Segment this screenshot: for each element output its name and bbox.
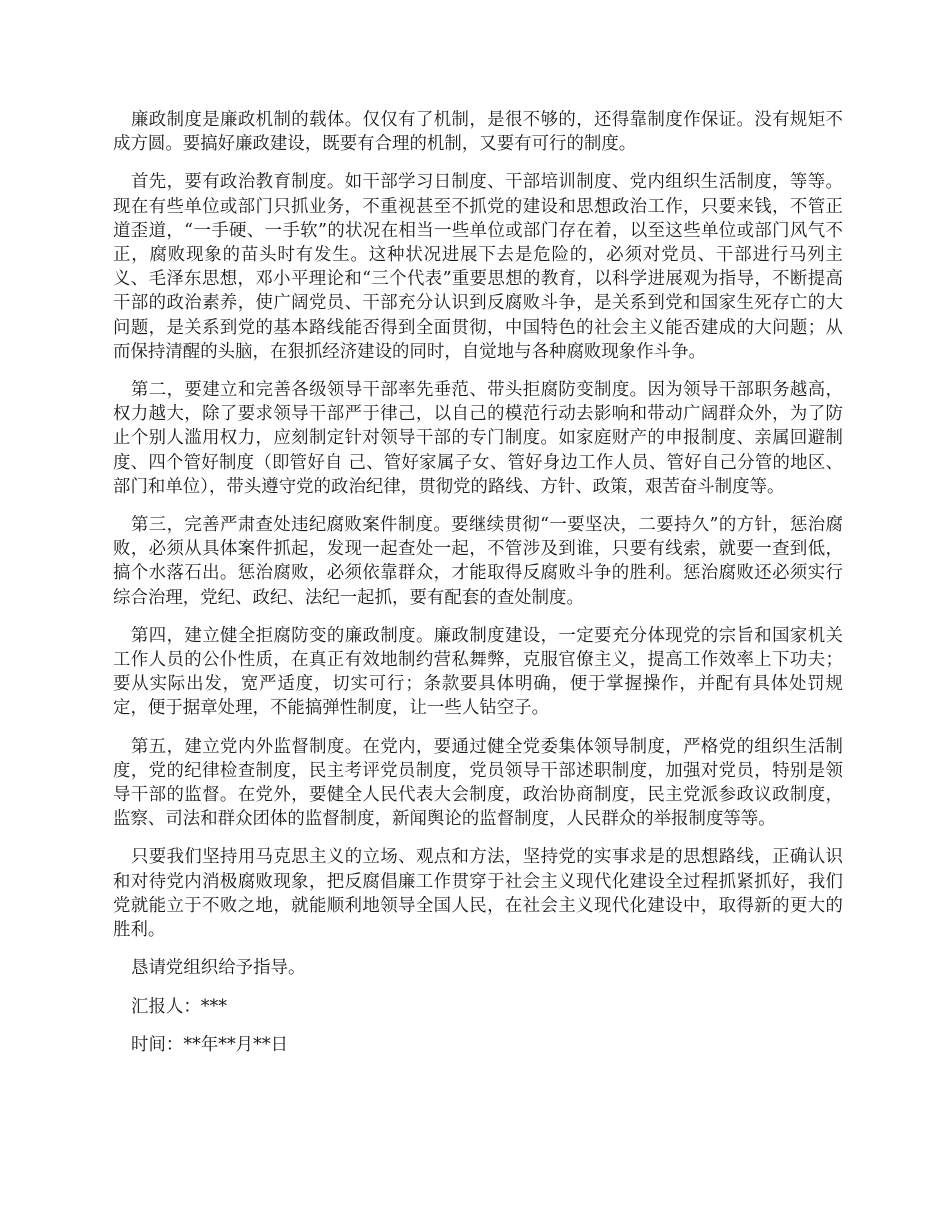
paragraph-third-case-handling: 第三，完善严肃查处违纪腐败案件制度。要继续贯彻“一要坚决，二要持久”的方针，惩治腐败，必须从具体案件抓起，发现一起查处一起，不管涉及到谁，只要有线索，就要一查到低，搞个水落石出。惩治腐败，必须依靠群众，才能取得反腐败斗争的胜利。惩治腐败还必须实行综合治理，党纪、政纪、法纪一起抓，要有配套的查处制度。 <box>113 515 843 608</box>
paragraph-conclusion: 只要我们坚持用马克思主义的立场、观点和方法，坚持党的实事求是的思想路线，正确认识和对待党内消极腐败现象，把反腐倡廉工作贯穿于社会主义现代化建设全过程抓紧抓好，我们党就能立于不败之地，就能顺利地领导全国人民，在社会主义现代化建设中，取得新的更大的胜利。 <box>113 847 843 941</box>
reporter-line: 汇报人：*** <box>131 996 227 1017</box>
date-line: 时间：**年**月**日 <box>131 1034 289 1055</box>
paragraph-intro: 廉政制度是廉政机制的载体。仅仅有了机制，是很不够的，还得靠制度作保证。没有规矩不成方圆。要搞好廉政建设，既要有合理的机制，又要有可行的制度。 <box>113 110 843 155</box>
paragraph-first-political-education: 首先，要有政治教育制度。如干部学习日制度、干部培训制度、党内组织生活制度，等等。现在有些单位或部门只抓业务，不重视甚至不抓党的建设和思想政治工作，只要来钱，不管正道歪道，“一手硬、一手软”的状况在相当一些单位或部门存在着，以至这些单位或部门风气不正，腐败现象的苗头时有发生。这种状况进展下去是危险的，必须对党员、干部进行马列主义、毛泽东思想，邓小平理论和“三个代表”重要思想的教育，以科学进展观为指导，不断提高干部的政治素养，使广阔党员、干部充分认识到反腐败斗争，是关系到党和国家生死存亡的大问题，是关系到党的基本路线能否得到全面贯彻，中国特色的社会主义能否建成的大问题；从而保持清醒的头脑，在狠抓经济建设的同时，自觉地与各种腐败现象作斗争。 <box>113 172 843 362</box>
document-body <box>113 108 843 1071</box>
paragraph-fifth-supervision: 第五，建立党内外监督制度。在党内，要通过健全党委集体领导制度，严格党的组织生活制度，党的纪律检查制度，民主考评党员制度，党员领导干部述职制度，加强对党员，特别是领导干部的监督。在党外，要健全人民代表大会制度，政治协商制度，民主党派参政议政制度，监察、司法和群众团体的监督制度，新闻舆论的监督制度，人民群众的举报制度等等。 <box>113 736 843 830</box>
paragraph-fourth-clean-government: 第四，建立健全拒腐防变的廉政制度。廉政制度建设，一定要充分体现党的宗旨和国家机关工作人员的公仆性质，在真正有效地制约营私舞弊，克服官僚主义，提高工作效率上下功夫；要从实际出发，宽严适度，切实可行；条款要具体明确，便于掌握操作，并配有具体处罚规定，便于据章处理，不能搞弹性制度，让一些人钻空子。 <box>113 625 843 719</box>
closing-request: 恳请党组织给予指导。 <box>131 958 306 979</box>
paragraph-second-leader-example: 第二，要建立和完善各级领导干部率先垂范、带头拒腐防变制度。因为领导干部职务越高，权力越大，除了要求领导干部严于律己，以自己的模范行动去影响和带动广阔群众外，为了防止个别人滥用权力，应刻制定针对领导干部的专门制度。如家庭财产的申报制度、亲属回避制度、四个管好制度（即管好自 己、管好家属子女、管好身边工作人员、管好自己分管的地区、部门和单位），带头遵守党的政治纪律，贯彻党的路线、方针、政策，艰苦奋斗制度等。 <box>113 380 843 497</box>
